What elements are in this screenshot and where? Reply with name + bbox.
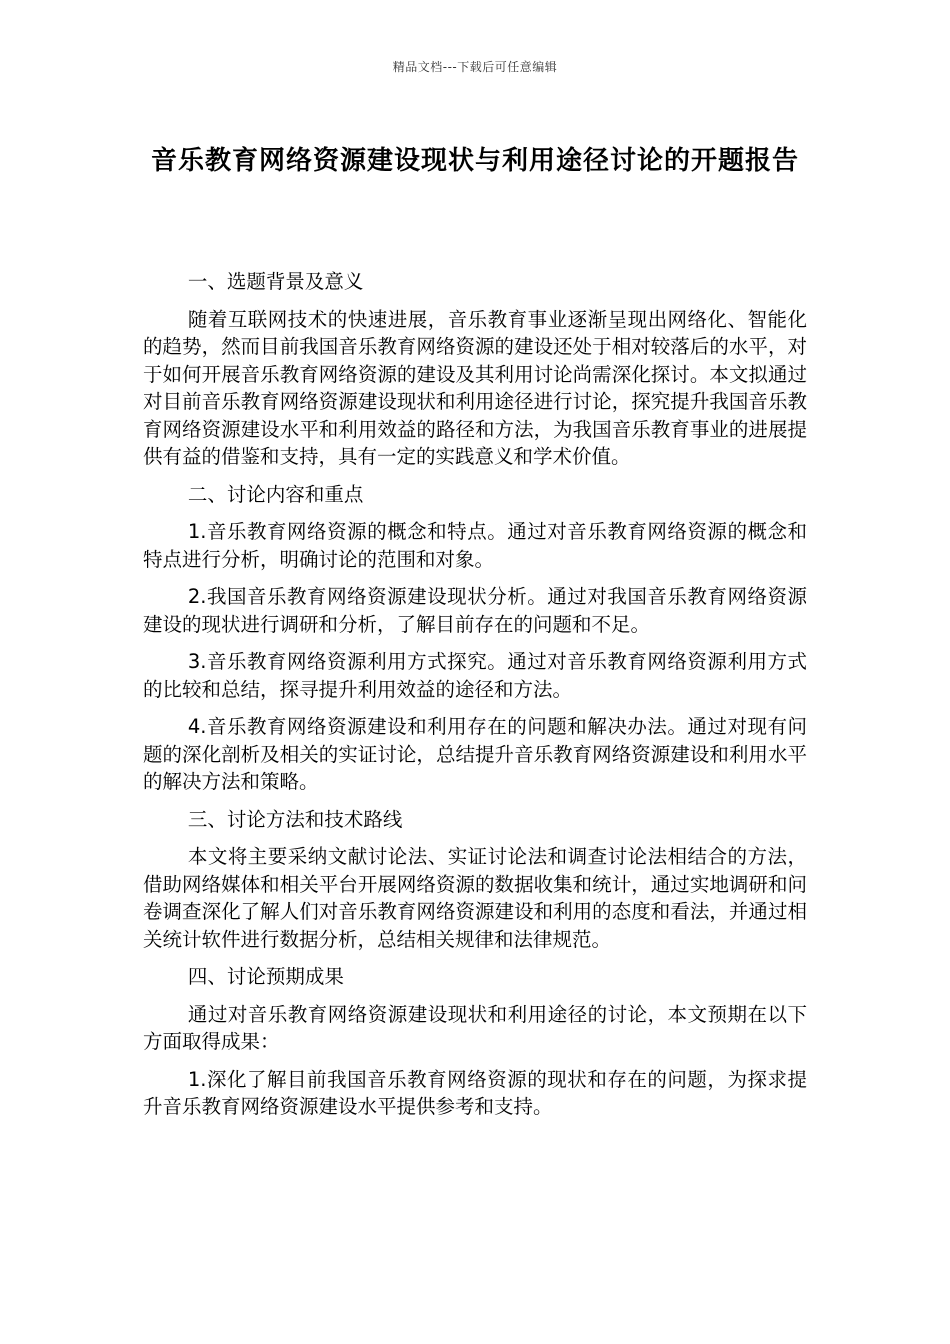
document-title: 音乐教育网络资源建设现状与利用途径讨论的开题报告 (150, 146, 799, 176)
paragraph-content-item-2: 2.我国音乐教育网络资源建设现状分析。通过对我国音乐教育网络资源建设的现状进行调研和分析，了解目前存在的问题和不足。 (143, 585, 807, 636)
section-heading-outcomes: 四、讨论预期成果 (187, 965, 344, 988)
paragraph-methods: 本文将主要采纳文献讨论法、实证讨论法和调查讨论法相结合的方法，借助网络媒体和相关平台开展网络资源的数据收集和统计，通过实地调研和问卷调查深化了解人们对音乐教育网络资源建设和利用的态度和看法，并通过相关统计软件进行数据分析，总结相关规律和法律规范。 (143, 845, 807, 951)
paragraph-content-item-1: 1.音乐教育网络资源的概念和特点。通过对音乐教育网络资源的概念和特点进行分析，明确讨论的范围和对象。 (143, 520, 807, 571)
paragraph-outcomes-intro: 通过对音乐教育网络资源建设现状和利用途径的讨论，本文预期在以下方面取得成果： (143, 1002, 807, 1053)
section-heading-content: 二、讨论内容和重点 (187, 482, 364, 506)
section-heading-methods: 三、讨论方法和技术路线 (187, 807, 403, 831)
paragraph-content-item-4: 4.音乐教育网络资源建设和利用存在的问题和解决办法。通过对现有问题的深化剖析及相关的实证讨论，总结提升音乐教育网络资源建设和利用水平的解决方法和策略。 (143, 715, 807, 793)
document-body (143, 268, 807, 1131)
section-heading-background: 一、选题背景及意义 (187, 270, 364, 293)
paragraph-background: 随着互联网技术的快速进展，音乐教育事业逐渐呈现出网络化、智能化的趋势，然而目前我国音乐教育网络资源的建设还处于相对较落后的水平，对于如何开展音乐教育网络资源的建设及其利用讨论尚需深化探讨。本文拟通过对目前音乐教育网络资源建设现状和利用途径进行讨论，探究提升我国音乐教育网络资源建设水平和利用效益的路径和方法，为我国音乐教育事业的进展提供有益的借鉴和支持，具有一定的实践意义和学术价值。 (143, 307, 807, 468)
page-header: 精品文档---下载后可任意编辑 (392, 60, 558, 74)
paragraph-content-item-3: 3.音乐教育网络资源利用方式探究。通过对音乐教育网络资源利用方式的比较和总结，探寻提升利用效益的途径和方法。 (143, 650, 807, 701)
paragraph-outcomes-item-1: 1.深化了解目前我国音乐教育网络资源的现状和存在的问题，为探求提升音乐教育网络资源建设水平提供参考和支持。 (143, 1067, 807, 1118)
